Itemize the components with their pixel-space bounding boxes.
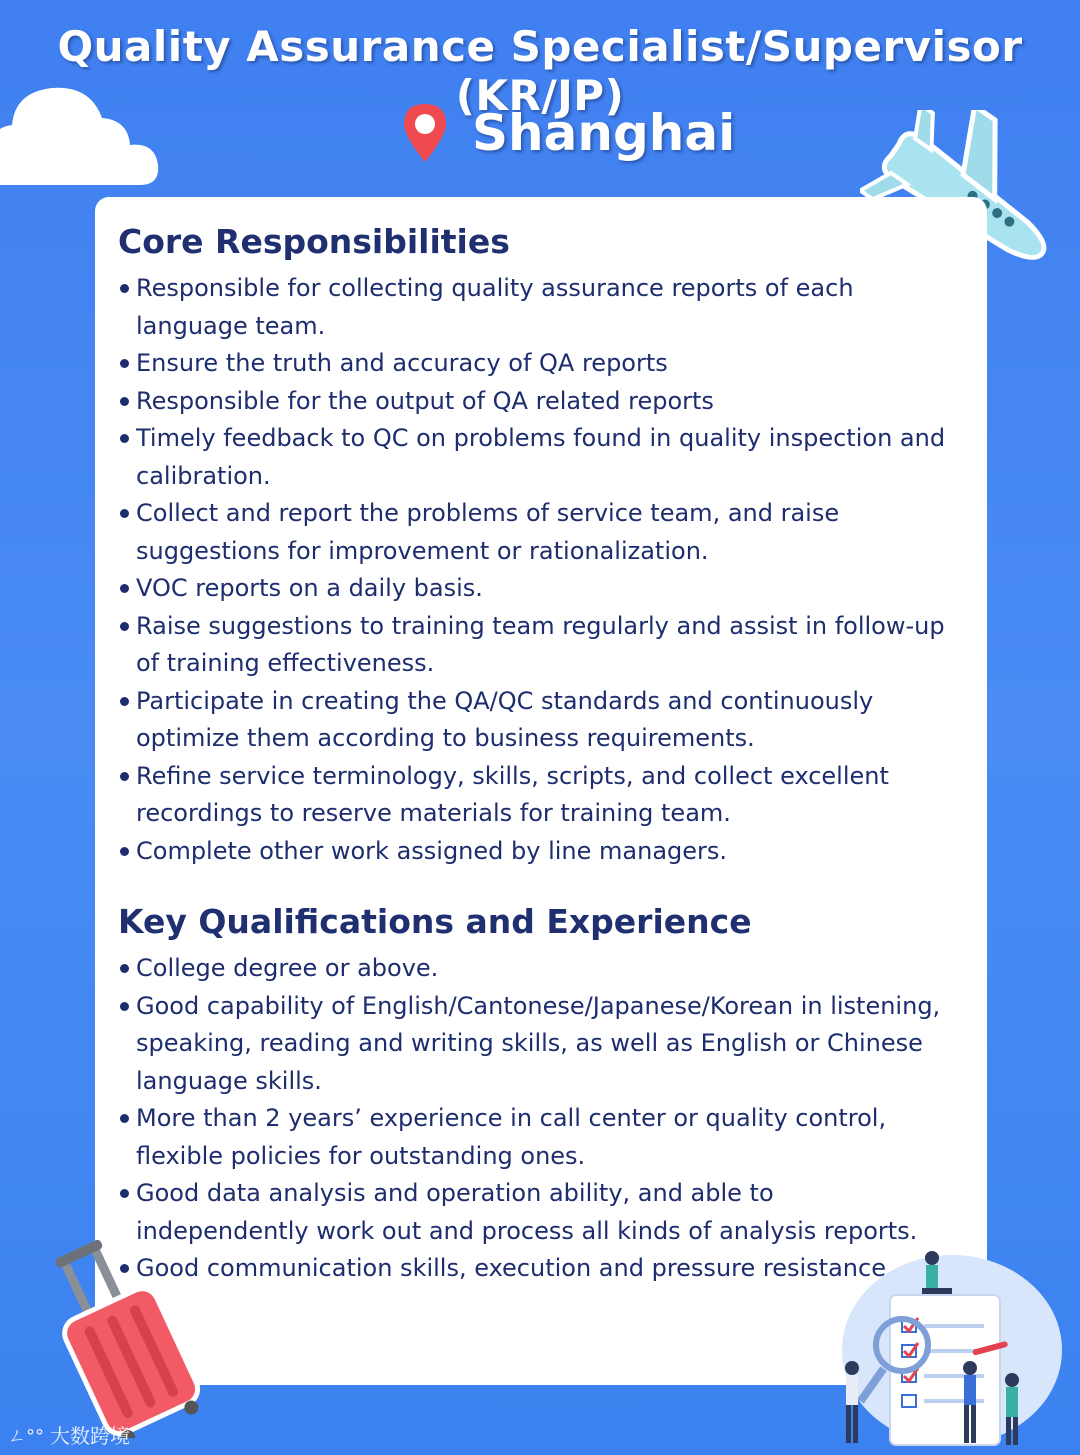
section-title-key-qualifications: Key Qualifications and Experience	[118, 902, 752, 941]
section-title-core-responsibilities: Core Responsibilities	[118, 222, 510, 261]
location-pin-icon	[400, 102, 450, 164]
list-item: Refine service terminology, skills, scripts, and collect excellent recordings to reserve materials for training team.	[118, 758, 948, 833]
checklist-people-illustration	[822, 1240, 1062, 1450]
page-title: Quality Assurance Specialist/Supervisor (KR/JP)	[57, 22, 1023, 120]
list-item: VOC reports on a daily basis.	[118, 570, 948, 608]
list-item: Timely feedback to QC on problems found in quality inspection and calibration.	[118, 420, 948, 495]
watermark	[8, 1420, 130, 1449]
list-item: Good capability of English/Cantonese/Japanese/Korean in listening, speaking, reading and writing skills, as well as English or Chinese language skills.	[118, 988, 948, 1101]
list-item: Responsible for collecting quality assurance reports of each language team.	[118, 270, 948, 345]
list-item: Responsible for the output of QA related reports	[118, 383, 948, 421]
content	[118, 220, 948, 1288]
watermark-text: 大数跨境	[50, 1424, 130, 1448]
list-item: Collect and report the problems of service team, and raise suggestions for improvement or rationalization.	[118, 495, 948, 570]
watermark-logo: ㄥ°°	[8, 1425, 44, 1447]
list-item: Raise suggestions to training team regularly and assist in follow-up of training effectiveness.	[118, 608, 948, 683]
key-qualifications-list	[118, 950, 948, 1288]
list-item: Participate in creating the QA/QC standards and continuously optimize them according to business requirements.	[118, 683, 948, 758]
list-item: Good data analysis and operation ability, and able to independently work out and process all kinds of analysis reports.	[118, 1175, 948, 1250]
list-item: Ensure the truth and accuracy of QA reports	[118, 345, 948, 383]
list-item: Complete other work assigned by line managers.	[118, 833, 948, 871]
suitcase-icon	[40, 1238, 210, 1438]
location	[400, 98, 735, 168]
list-item: More than 2 years’ experience in call center or quality control, flexible policies for outstanding ones.	[118, 1100, 948, 1175]
core-responsibilities-list	[118, 270, 948, 870]
list-item: Good communication skills, execution and pressure resistance.	[118, 1250, 948, 1288]
location-text: Shanghai	[472, 104, 736, 162]
list-item: College degree or above.	[118, 950, 948, 988]
